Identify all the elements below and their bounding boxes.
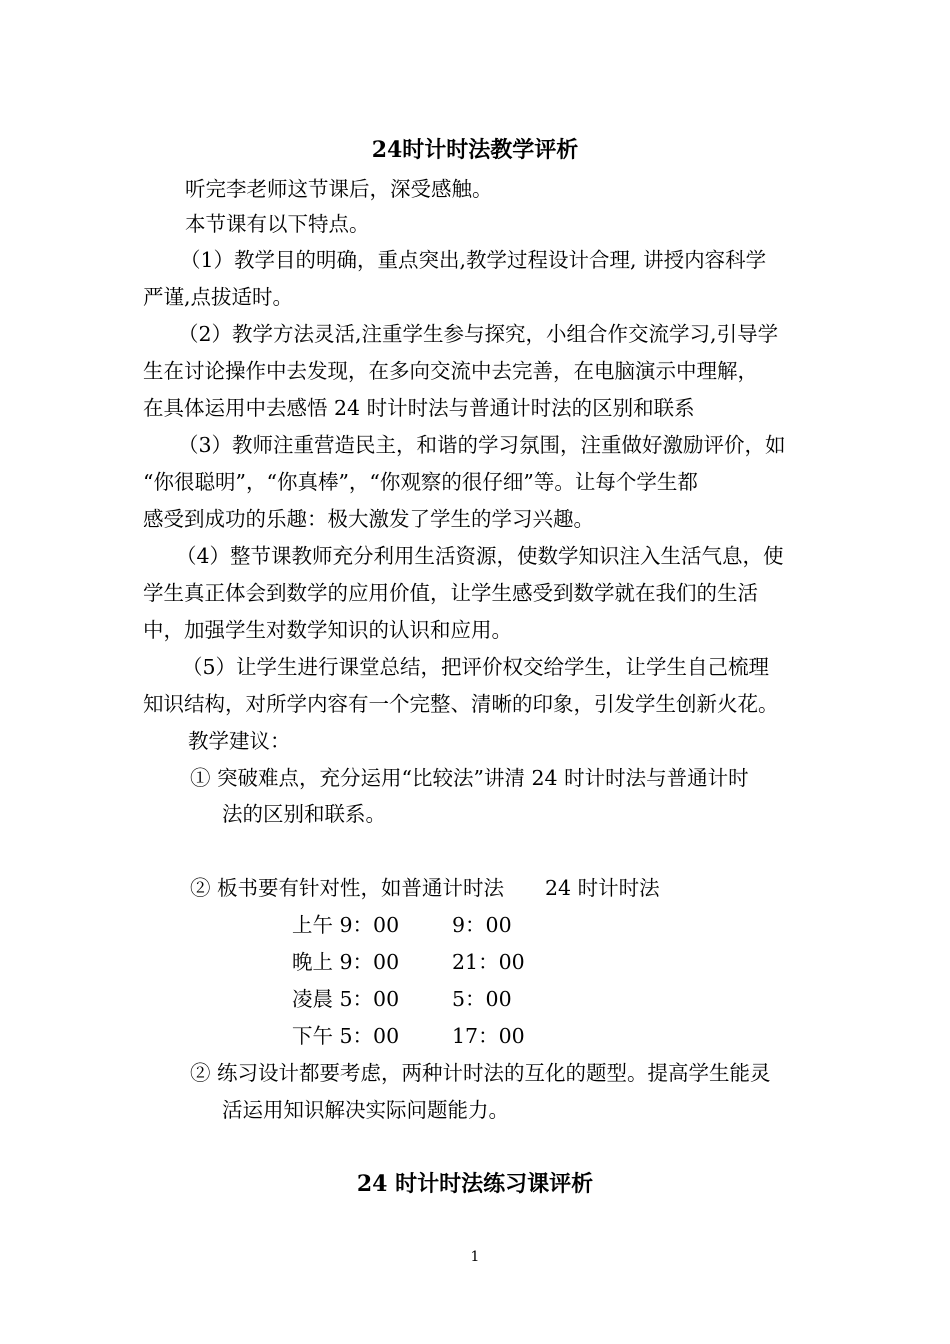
24h-time-cell: 21：00 [452, 950, 525, 974]
second-title: 24 时计时法练习课评析 [356, 1171, 594, 1197]
point-4-line: 中，加强学生对数学知识的认识和应用。 [143, 618, 512, 642]
point-2-line: 生在讨论操作中去发现，在多向交流中去完善，在电脑演示中理解， [143, 359, 758, 383]
point-5-line: 知识结构，对所学内容有一个完整、清晰的印象，引发学生创新火花。 [143, 692, 779, 716]
suggestion-3-line: 活运用知识解决实际问题能力。 [222, 1098, 509, 1122]
normal-time-cell: 下午 5：00 [292, 1024, 400, 1048]
suggestion-3-line: ② 练习设计都要考虑，两种计时法的互化的题型。提高学生能灵 [190, 1061, 771, 1085]
24h-time-cell: 9：00 [452, 913, 512, 937]
suggestion-1-line: ① 突破难点，充分运用“比较法”讲清 24 时计时法与普通计时 [190, 766, 749, 790]
suggestion-2-line: ② 板书要有针对性，如普通计时法 24 时计时法 [190, 876, 660, 900]
page-number: 1 [470, 1249, 480, 1265]
intro-line: 听完李老师这节课后，深受感触。 [185, 177, 493, 201]
point-2-line: 在具体运用中去感悟 24 时计时法与普通计时法的区别和联系 [143, 396, 695, 420]
24h-time-cell: 17：00 [452, 1024, 525, 1048]
point-1-line: 严谨,点拔适时。 [143, 285, 294, 309]
page-title: 24时计时法教学评析 [371, 137, 579, 163]
point-3-line: “你很聪明”，“你真棒”，“你观察的很仔细”等。让每个学生都 [143, 470, 698, 494]
intro-line: 本节课有以下特点。 [185, 212, 370, 236]
point-2-line: （2）教学方法灵活,注重学生参与探究，小组合作交流学习,引导学 [178, 322, 779, 346]
normal-time-cell: 上午 9：00 [292, 913, 400, 937]
point-3-line: （3）教师注重营造民主，和谐的学习氛围，注重做好激励评价，如 [178, 433, 786, 457]
point-3-line: 感受到成功的乐趣：极大激发了学生的学习兴趣。 [143, 507, 594, 531]
point-1-line: （1）教学目的明确，重点突出,教学过程设计合理, 讲授内容科学 [180, 248, 767, 272]
normal-time-cell: 凌晨 5：00 [292, 987, 400, 1011]
normal-time-cell: 晚上 9：00 [292, 950, 400, 974]
suggestion-heading: 教学建议： [188, 729, 291, 753]
point-5-line: （5）让学生进行课堂总结，把评价权交给学生，让学生自己梳理 [182, 655, 770, 679]
point-4-line: （4）整节课教师充分利用生活资源，使数学知识注入生活气息，使 [176, 544, 784, 568]
suggestion-1-line: 法的区别和联系。 [222, 802, 386, 826]
24h-time-cell: 5：00 [452, 987, 512, 1011]
point-4-line: 学生真正体会到数学的应用价值，让学生感受到数学就在我们的生活 [143, 581, 758, 605]
